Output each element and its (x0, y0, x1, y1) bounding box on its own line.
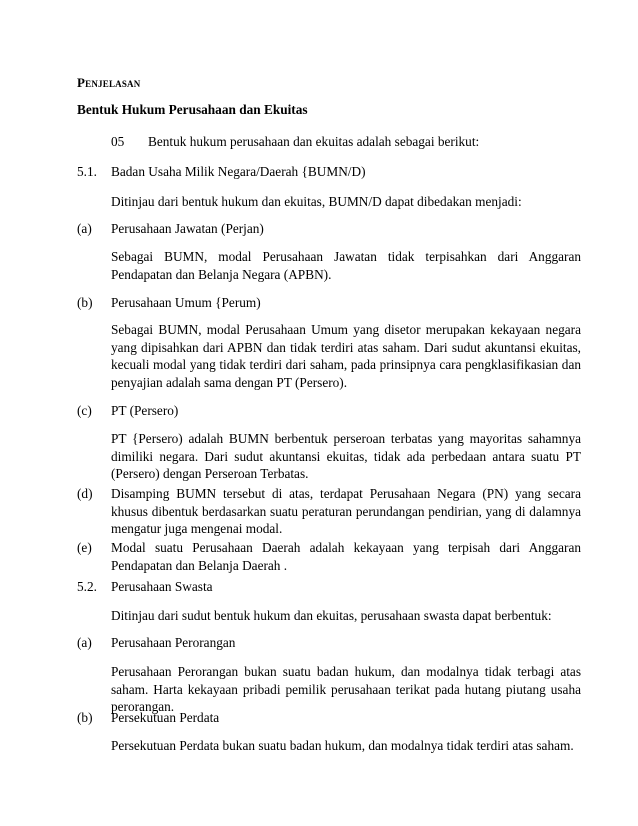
intro-text: Bentuk hukum perusahaan dan ekuitas adalah sebagai berikut: (148, 134, 480, 149)
item-a-text: Perusahaan Perorangan bukan suatu badan hukum, dan modalnya tidak terbagi atas saham. Harta kekayaan pribadi pemilik perusahaan terikat pada hutang piutang usaha perorangan. (111, 664, 581, 714)
subsection-label: 5.2. (77, 579, 97, 594)
subsection-title: Badan Usaha Milik Negara/Daerah {BUMN/D) (111, 164, 366, 179)
item-title: Persekutuan Perdata (111, 710, 220, 725)
subsection-5-2-description: Ditinjau dari sudut bentuk hukum dan ekuitas, perusahaan swasta dapat berbentuk: (111, 608, 552, 623)
intro-paragraph (111, 133, 479, 151)
page-heading: Penjelasan (77, 75, 141, 90)
item-c-text: PT {Persero) adalah BUMN berbentuk perseroan terbatas yang mayoritas sahamnya dimiliki negara. Dari sudut akuntansi ekuitas, tidak ada perbedaan antara suatu PT (Persero) dengan Perseroan Terbatas. (111, 431, 581, 481)
item-label: (a) (77, 635, 92, 650)
item-label: (d) (77, 486, 93, 501)
item-label: (c) (77, 403, 92, 418)
subsection-title: Perusahaan Swasta (111, 579, 213, 594)
item-b-text: Sebagai BUMN, modal Perusahaan Umum yang disetor merupakan kekayaan negara yang dipisahkan dari APBN dan tidak terdiri atas saham. Dari sudut akuntansi ekuitas, kecuali modal yang tidak terdiri dari saham, pada prinsipnya cara pengklasifikasian dan penyajian adalah sama dengan PT (Persero). (111, 322, 581, 390)
item-title: Perusahaan Perorangan (111, 635, 236, 650)
item-title: Perusahaan Jawatan (Perjan) (111, 221, 264, 236)
item-d-text: Disamping BUMN tersebut di atas, terdapat Perusahaan Negara (PN) yang secara khusus dibentuk berdasarkan suatu peraturan perundangan pendirian, yang di dalamnya mengatur juga mengenai modal. (111, 486, 581, 536)
subsection-label: 5.1. (77, 164, 97, 179)
item-label: (a) (77, 221, 92, 236)
item-label: (e) (77, 540, 92, 555)
paragraph-number: 05 (111, 134, 125, 149)
item-label: (b) (77, 710, 93, 725)
section-title: Bentuk Hukum Perusahaan dan Ekuitas (77, 102, 308, 117)
item-title: PT (Persero) (111, 403, 179, 418)
item-e-text: Modal suatu Perusahaan Daerah adalah kekayaan yang terpisah dari Anggaran Pendapatan dan Belanja Daerah . (111, 540, 581, 573)
item-title: Perusahaan Umum {Perum) (111, 295, 261, 310)
item-b-text: Persekutuan Perdata bukan suatu badan hukum, dan modalnya tidak terdiri atas saham. (111, 738, 574, 753)
item-label: (b) (77, 295, 93, 310)
item-a-text: Sebagai BUMN, modal Perusahaan Jawatan tidak terpisahkan dari Anggaran Pendapatan dan Belanja Negara (APBN). (111, 249, 581, 282)
subsection-5-1-description: Ditinjau dari bentuk hukum dan ekuitas, BUMN/D dapat dibedakan menjadi: (111, 194, 522, 209)
